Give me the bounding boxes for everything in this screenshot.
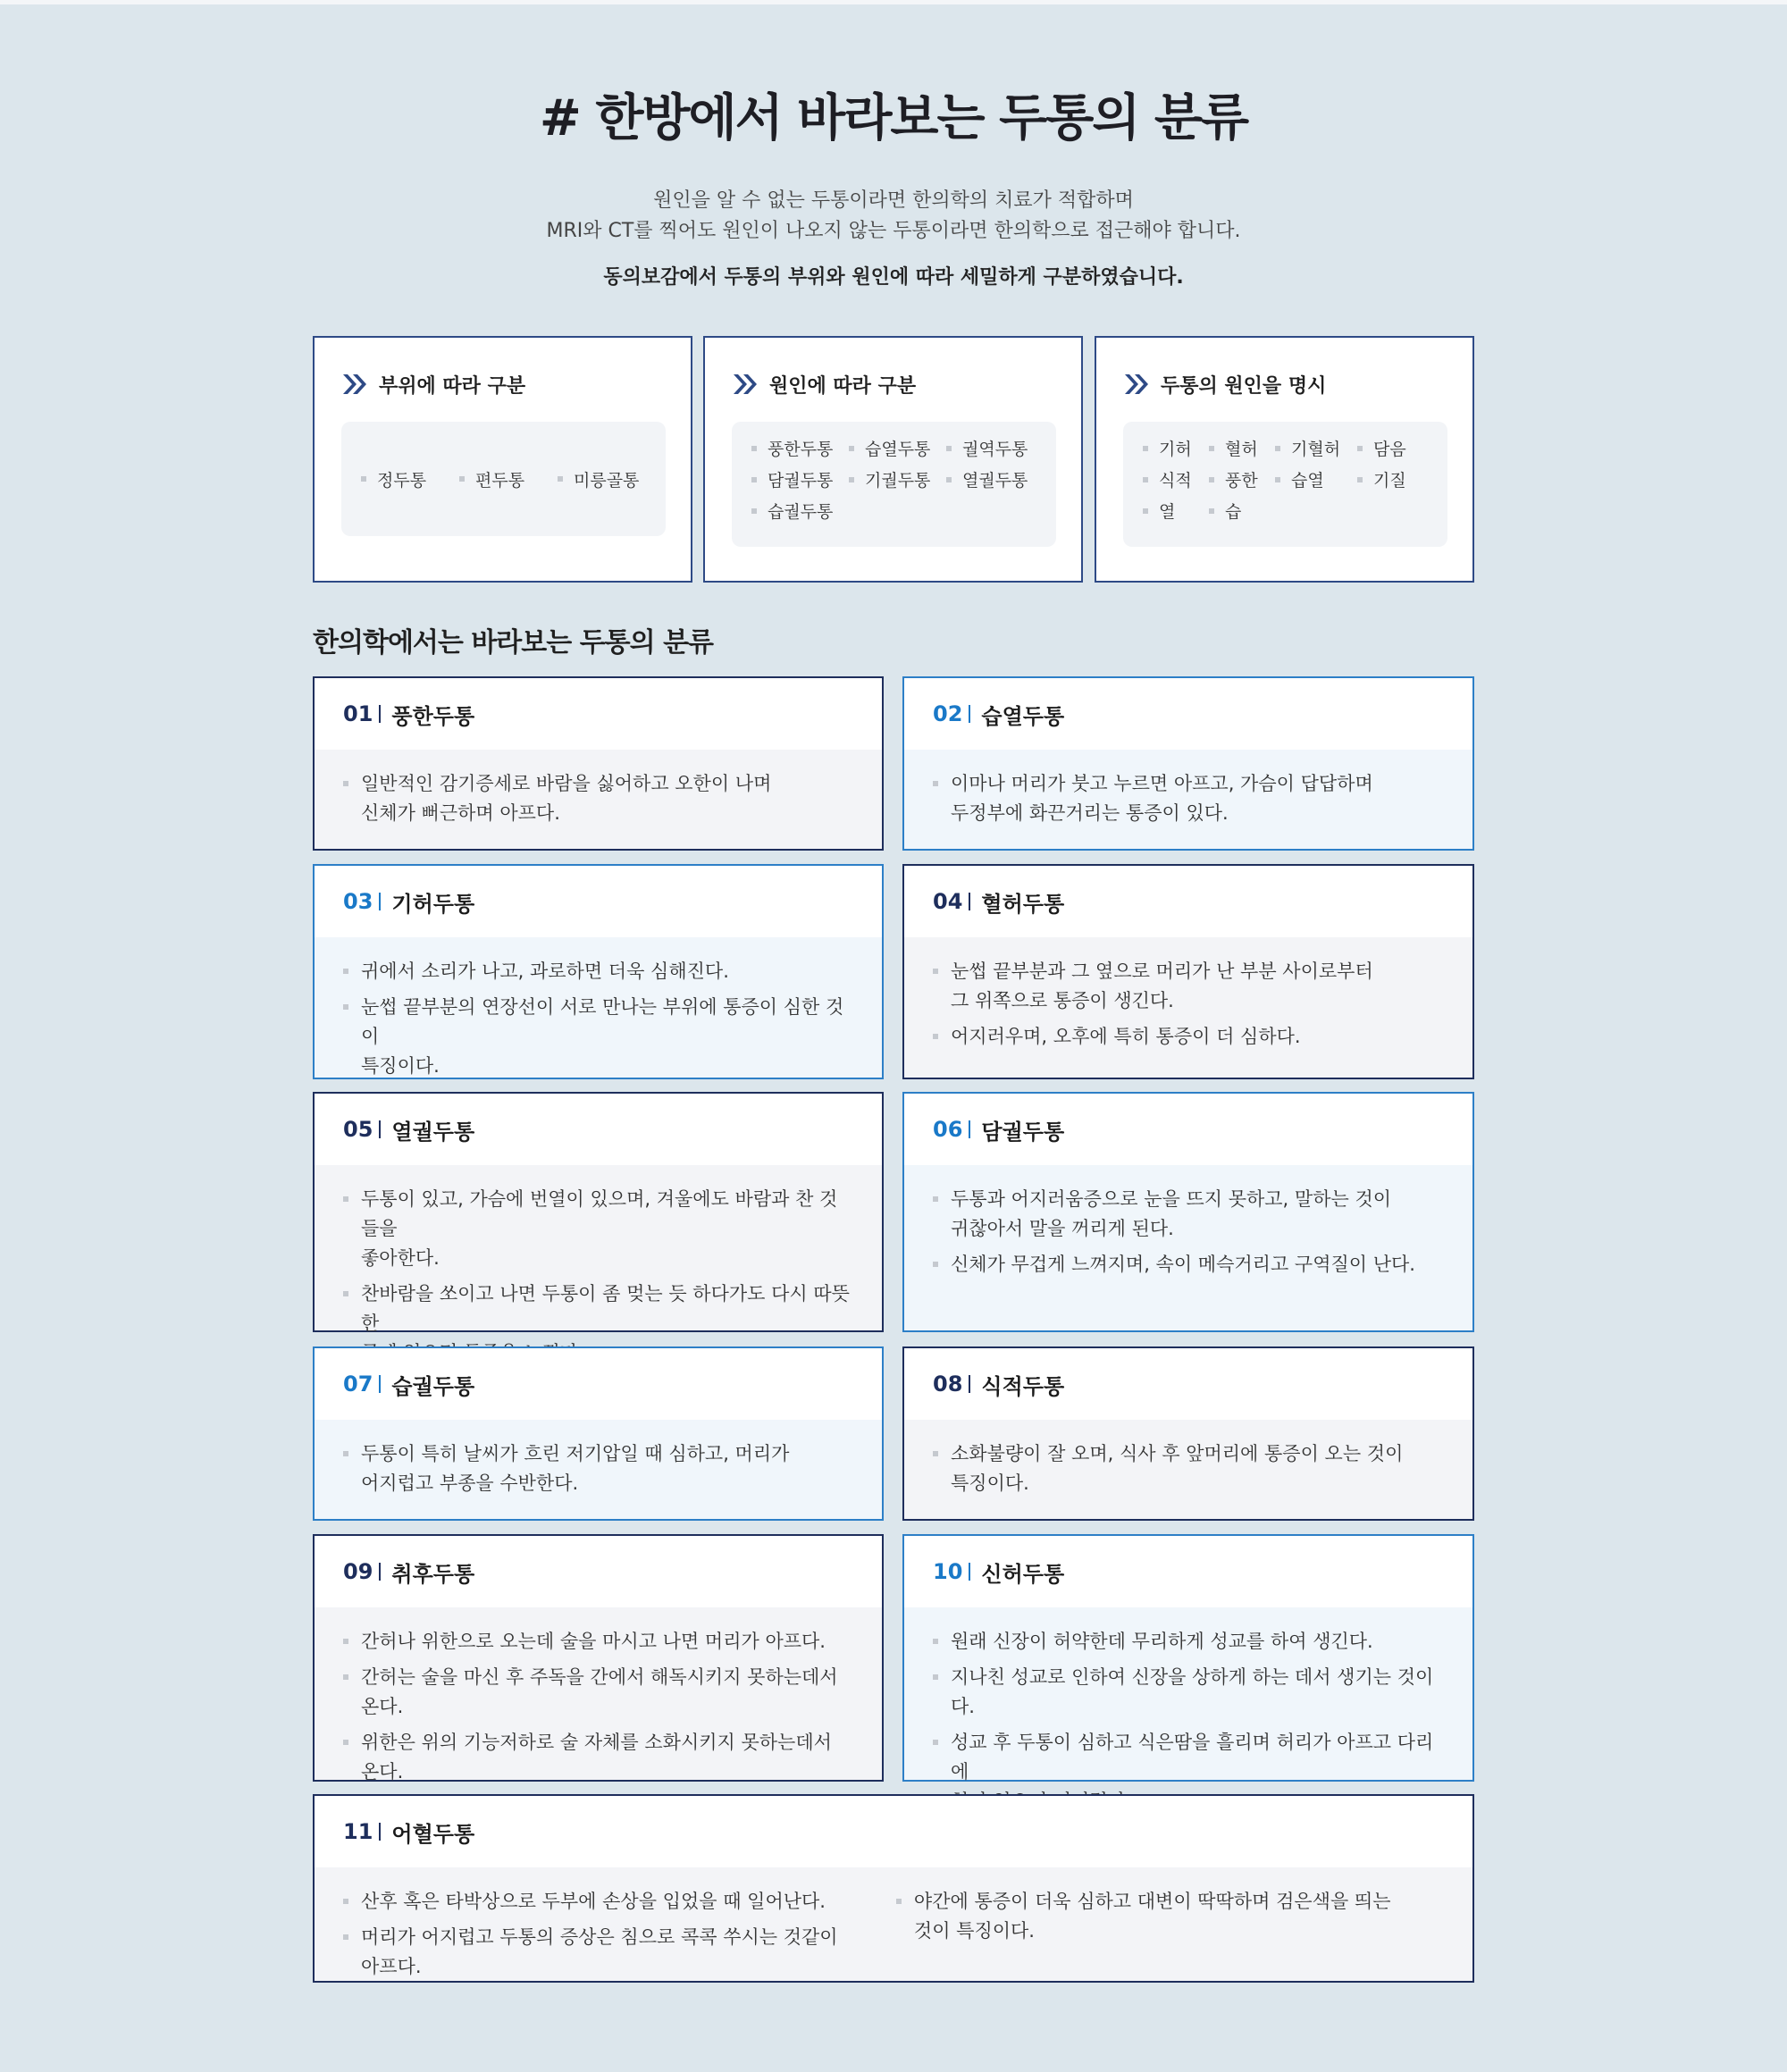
item-line: 좋아한다. — [361, 1247, 440, 1269]
section-title: 한의학에서는 바라보는 두통의 분류 — [313, 627, 714, 659]
right-column — [896, 1887, 1446, 1988]
card-item: 간허는 술을 마신 후 주독을 간에서 해독시키지 못하는데서 온다. — [343, 1663, 855, 1722]
item-line: 두통이 특히 날씨가 흐린 저기압일 때 심하고, 머리가 — [361, 1443, 790, 1464]
card-title: 풍한두통 — [391, 703, 475, 729]
tag: 습궐두통 — [751, 495, 849, 526]
summary-row — [313, 336, 1474, 583]
tag: 정두통 — [361, 464, 459, 495]
item-line: 특징이다. — [361, 1055, 440, 1077]
card-title: 습열두통 — [981, 703, 1065, 729]
summary-title: 두통의 원인을 명시 — [1161, 374, 1327, 398]
item-line: 찬바람을 쏘이고 나면 두통이 좀 멎는 듯 하다가도 다시 따뜻한 — [361, 1283, 850, 1334]
card-number: 03 — [343, 889, 373, 914]
card-number: 06 — [933, 1117, 963, 1142]
item-line: 이마나 머리가 붓고 누르면 아프고, 가슴이 답답하며 — [951, 773, 1373, 794]
card-item — [343, 769, 855, 828]
headache-card — [902, 1534, 1474, 1782]
summary-card-specify — [1095, 336, 1474, 583]
left-column — [343, 1887, 896, 1988]
intro-line-1: 원인을 알 수 없는 두통이라면 한의학의 치료가 적합하며 — [653, 189, 1134, 212]
headache-card — [902, 1346, 1474, 1521]
tag: 기혈허 — [1275, 432, 1357, 464]
summary-head — [341, 370, 525, 398]
card-item: 신체가 무겁게 느껴지며, 속이 메슥거리고 구역질이 난다. — [933, 1250, 1446, 1279]
card-title: 열궐두통 — [391, 1119, 475, 1145]
divider-bar — [969, 705, 970, 723]
item-line: 두통과 어지러움증으로 눈을 뜨지 못하고, 말하는 것이 — [951, 1188, 1392, 1210]
double-chevron-icon — [341, 373, 368, 396]
card-body — [904, 1607, 1472, 1783]
card-title: 담궐두통 — [981, 1119, 1065, 1145]
card-header — [315, 866, 882, 937]
card-header — [315, 1094, 882, 1165]
headache-card-wide — [313, 1794, 1474, 1983]
card-header — [904, 866, 1472, 937]
summary-card-location — [313, 336, 692, 583]
tag: 풍한두통 — [751, 432, 849, 464]
headache-card — [313, 864, 884, 1079]
item-line: 두정부에 화끈거리는 통증이 있다. — [951, 802, 1229, 824]
tag: 편두통 — [459, 464, 558, 495]
card-item: 산후 혹은 타박상으로 두부에 손상을 입었을 때 일어난다. — [343, 1887, 860, 1917]
divider-bar — [969, 1375, 970, 1393]
summary-head — [732, 370, 916, 398]
card-header — [904, 1348, 1472, 1420]
card-header — [904, 1094, 1472, 1165]
intro-bold-text: 동의보감에서 두통의 부위와 원인에 따라 세밀하게 구분하였습니다. — [603, 266, 1184, 289]
card-body — [904, 750, 1472, 849]
tag: 기궐두통 — [849, 464, 946, 495]
divider-bar — [969, 893, 970, 910]
card-number: 08 — [933, 1372, 963, 1397]
card-body — [315, 1165, 882, 1334]
item-line: 것이 특징이다. — [913, 1920, 1035, 1942]
headache-card — [313, 1092, 884, 1332]
headache-card — [902, 1092, 1474, 1332]
card-item: 머리가 어지럽고 두통의 증상은 침으로 콕콕 쑤시는 것같이 아프다. — [343, 1923, 860, 1982]
card-number: 07 — [343, 1372, 373, 1397]
item-line: 특징이다. — [951, 1472, 1029, 1494]
item-line: 소화불량이 잘 오며, 식사 후 앞머리에 통증이 오는 것이 — [951, 1443, 1404, 1464]
item-line: 신체가 뻐근하며 아프다. — [361, 802, 560, 824]
card-item: 지나친 성교로 인하여 신장을 상하게 하는 데서 생기는 것이다. — [933, 1663, 1446, 1722]
tag-list — [1143, 432, 1439, 526]
tag: 습열 — [1275, 464, 1357, 495]
card-number: 05 — [343, 1117, 373, 1142]
card-title: 신허두통 — [981, 1561, 1065, 1587]
item-line: 두통이 있고, 가슴에 번열이 있으며, 겨울에도 바람과 찬 것들을 — [361, 1188, 838, 1239]
card-item — [933, 769, 1446, 828]
card-item — [343, 1439, 855, 1498]
card-number: 04 — [933, 889, 963, 914]
summary-head — [1123, 370, 1326, 398]
summary-title: 부위에 따라 구분 — [379, 374, 526, 398]
divider-bar — [379, 1823, 381, 1841]
tag: 습 — [1209, 495, 1275, 526]
tag-list — [751, 432, 1047, 526]
card-item — [933, 1185, 1446, 1244]
card-header — [904, 1536, 1472, 1607]
tag: 열 — [1143, 495, 1209, 526]
tag: 기질 — [1357, 464, 1411, 495]
divider-bar — [379, 893, 381, 910]
card-title: 혈허두통 — [981, 891, 1065, 917]
summary-card-cause — [703, 336, 1083, 583]
divider-bar — [969, 1120, 970, 1138]
tag: 기허 — [1143, 432, 1209, 464]
tag: 궐역두통 — [946, 432, 1044, 464]
card-header — [904, 678, 1472, 750]
card-item: 원래 신장이 허약한데 무리하게 성교를 하여 생긴다. — [933, 1627, 1446, 1657]
card-header — [315, 678, 882, 750]
card-body — [315, 1867, 1472, 1981]
headache-card — [313, 1534, 884, 1782]
card-number: 01 — [343, 701, 373, 726]
card-body — [315, 1420, 882, 1519]
card-title: 취후두통 — [391, 1561, 475, 1587]
page-title: # 한방에서 바라보는 두통의 분류 — [539, 89, 1248, 147]
card-number: 02 — [933, 701, 963, 726]
card-item — [343, 993, 855, 1081]
card-number: 10 — [933, 1559, 963, 1584]
card-item: 위한은 위의 기능저하로 술 자체를 소화시키지 못하는데서 온다. — [343, 1728, 855, 1787]
divider-bar — [379, 1120, 381, 1138]
card-item — [343, 1185, 855, 1273]
headache-card — [313, 1346, 884, 1521]
headache-card — [902, 864, 1474, 1079]
card-header — [315, 1536, 882, 1607]
summary-tag-box — [1123, 422, 1447, 547]
card-body — [904, 1165, 1472, 1330]
card-item: 어지러우며, 오후에 특히 통증이 더 심하다. — [933, 1022, 1446, 1052]
card-header — [315, 1348, 882, 1420]
tag: 미릉골통 — [558, 464, 656, 495]
divider-bar — [969, 1563, 970, 1581]
card-item: 간허나 위한으로 오는데 술을 마시고 나면 머리가 아프다. — [343, 1627, 855, 1657]
card-body — [904, 937, 1472, 1078]
item-line: 일반적인 감기증세로 바람을 싫어하고 오한이 나며 — [361, 773, 772, 794]
headache-card — [313, 676, 884, 851]
item-line: 귀찮아서 말을 꺼리게 된다. — [951, 1218, 1174, 1239]
card-header — [315, 1796, 1472, 1867]
card-body — [315, 1607, 882, 1783]
double-chevron-icon — [1123, 373, 1150, 396]
item-line: 성교 후 두통이 심하고 식은땀을 흘리며 허리가 아프고 다리에 — [951, 1732, 1434, 1783]
intro-line-2: MRI와 CT를 찍어도 원인이 나오지 않는 두통이라면 한의학으로 접근해야 합니다. — [546, 220, 1241, 242]
summary-tag-box — [732, 422, 1056, 547]
divider-bar — [379, 1375, 381, 1393]
tag: 식적 — [1143, 464, 1209, 495]
divider-bar — [379, 1563, 381, 1581]
card-title: 어혈두통 — [391, 1821, 475, 1847]
intro-text — [313, 186, 1474, 247]
card-item — [933, 1439, 1446, 1498]
card-item — [896, 1887, 1446, 1946]
item-line: 그 위쪽으로 통증이 생긴다. — [951, 990, 1174, 1011]
card-body — [315, 750, 882, 849]
summary-title: 원인에 따라 구분 — [769, 374, 917, 398]
summary-tag-box — [341, 422, 666, 536]
item-line: 야간에 통증이 더욱 심하고 대변이 딱딱하며 검은색을 띄는 — [913, 1891, 1391, 1912]
content-wrapper — [313, 0, 1474, 1977]
headache-card — [902, 676, 1474, 851]
card-item: 귀에서 소리가 나고, 과로하면 더욱 심해진다. — [343, 957, 855, 986]
tag: 풍한 — [1209, 464, 1275, 495]
card-title: 기허두통 — [391, 891, 475, 917]
double-chevron-icon — [732, 373, 759, 396]
card-body — [904, 1420, 1472, 1519]
tag: 담음 — [1357, 432, 1411, 464]
item-line: 눈썹 끝부분의 연장선이 서로 만나는 부위에 통증이 심한 것이 — [361, 996, 844, 1047]
card-title: 습궐두통 — [391, 1373, 475, 1399]
tag: 담궐두통 — [751, 464, 849, 495]
card-title: 식적두통 — [981, 1373, 1065, 1399]
card-item — [933, 957, 1446, 1016]
two-column — [343, 1887, 1446, 1988]
card-body — [315, 937, 882, 1078]
tag: 혈허 — [1209, 432, 1275, 464]
item-line: 어지럽고 부종을 수반한다. — [361, 1472, 579, 1494]
divider-bar — [379, 705, 381, 723]
card-number: 11 — [343, 1819, 373, 1844]
tag-list — [361, 464, 656, 495]
card-number: 09 — [343, 1559, 373, 1584]
tag: 습열두통 — [849, 432, 946, 464]
item-line: 눈썹 끝부분과 그 옆으로 머리가 난 부분 사이로부터 — [951, 961, 1373, 982]
tag: 열궐두통 — [946, 464, 1044, 495]
